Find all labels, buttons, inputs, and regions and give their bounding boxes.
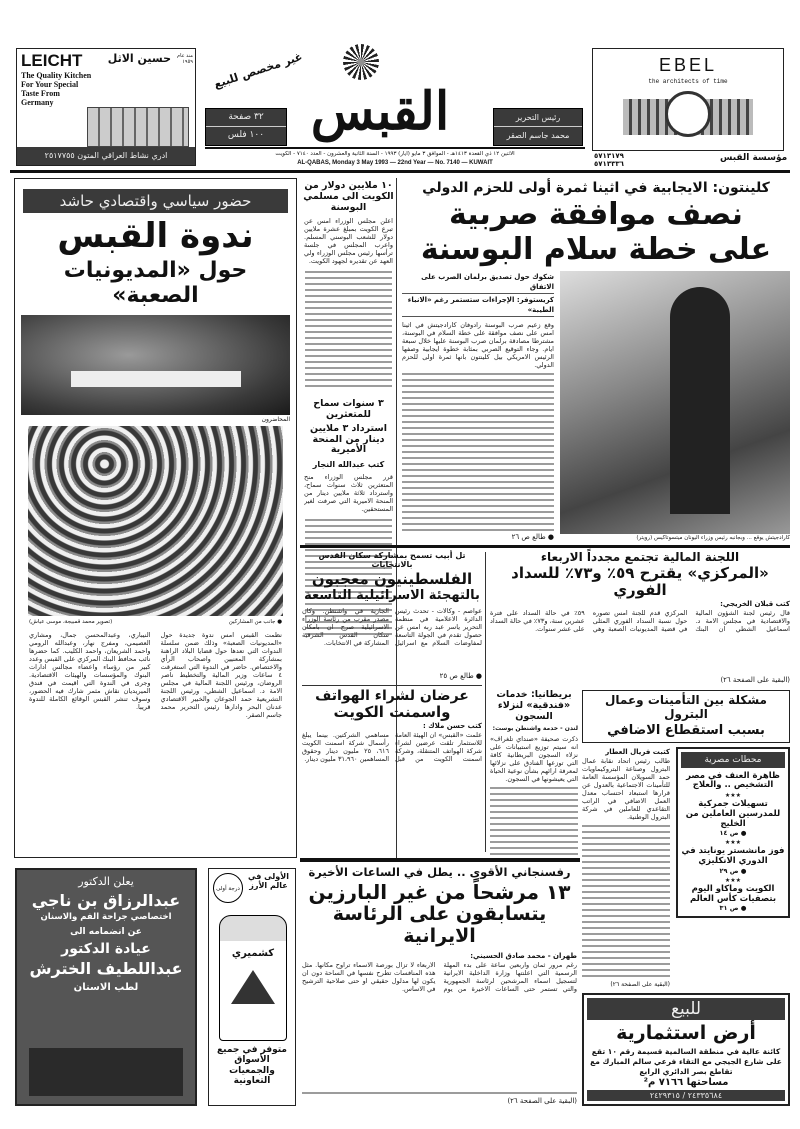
ebel-phone: ٥٧١٣٣٣٦ [594,160,624,168]
signing-photo-caption: كارادجيتش يوقع ... وبجانبه رئيس وزراء اليونان ميتسوتاكيس (رويتر) [636,535,790,541]
sidebar-title: محطات مصرية [681,752,785,768]
rice-tagline: الأولى في عالم الأرز [248,872,289,891]
petroleum-headline-box [582,690,790,743]
audience-photo [28,426,283,616]
body-text-lines [582,823,670,979]
kuwait-bosnia-headline: ١٠ ملايين دولار من الكويت الى مسلمي البوسنة [303,180,394,213]
section-rule [300,858,580,862]
clinic-doctor-name: عبداللطيف الخترش [29,959,183,979]
price: ١٠٠ فلس [206,126,286,144]
finance-kicker: اللجنة المالية تجتمع مجدداً الاربعاء [540,550,740,564]
not-for-sale-label: غير مخصص للبيع [212,50,304,91]
grace-period-body: قرر مجلس الوزراء منح المتعثرين ثلاث سنوات سماح، واسترداد ثلاثة ملايين دينار من المنحة الاميرية التي صرفت لغير المستحقين. [304,472,393,513]
telecom-body: علمت «القبس» ان الهيئة العامة للاستثمار تلقت عرضين لشراء شركة الهواتف المتنقلة، وشركة اسمنت الكويت من قبل مساهمي الشركتين. بينما يبلغ رأسمال شركة اسمنت الكويت ٦١٦، ٢٥ مليون دينار وحقوق المساهمين ٣١،٩٦٠ مليون دينار. [302,730,482,763]
editor-box [493,108,583,146]
audience-caption-left: (تصوير محمد قمبيجة، موسى عياش) [29,618,113,625]
sidebar-item-ref: ● ص ١٤ [719,829,747,838]
dentist-specialty: اختصاصي جراحة الفم والاسنان [40,912,172,923]
body-text-lines [490,785,578,856]
telecom-byline: كتب حسن ملاك : [423,721,482,730]
rice-bag [219,915,287,1041]
grace-period-headline: ٣ سنوات سماح للمتعثرين [313,397,384,420]
section-rule [300,545,790,548]
finance-byline: كتب قبلان الخريجي: [720,600,790,609]
panel-table [71,371,241,387]
petroleum-body: طالب رئيس اتحاد نقابة عمال البترول وصناعة البتروكيماويات حمد السويلان المؤسسة العامة للتأمينات الاجتماعية بالعدول عن قرارها استبعاد احتساب معدل العمل الاضافي في الراتب التقاعدي للعاملين في شركة البترول الوطنية. [582,756,670,821]
sale-phone[interactable]: ٢٤٣٣٥٦٨٤ / ٢٤٢٩٣١٥ [587,1090,785,1101]
ebel-tagline: the architects of time [648,78,728,85]
iran-dateline: طهران - محمد صادق الحسيني: [470,951,577,960]
kuwait-bosnia-body: اعلن مجلس الوزراء امس عن تبرع الكويت بمبلغ عشرة ملايين دولار للشعب البوسني المسلم. واعرب المجلس في جلسة ترأسها رئيس مجلس الوزراء ولي العهد عن تقديره لجهود الكويت. [304,216,393,265]
leicht-tagline: Taste From [21,89,60,98]
leicht-brand: LEICHT [21,51,83,70]
clinic-specialty: لطب الاسنان [73,981,139,993]
body-text-lines [402,371,554,532]
sidebar-item[interactable]: الكويت وماكاو اليوم بتصفيات كأس العالم [689,883,777,904]
telecom-headline: عرضان لشراء الهواتف [302,685,482,704]
seminar-headline: ندوة القبس [57,216,254,256]
palestine-continued: ● طالع ص ٢٥ [439,671,482,680]
masthead-bottom-rule [10,170,790,173]
sidebar-separator: ★★★ [724,792,742,800]
watch-face [665,91,711,137]
leicht-arabic-brand: حسين الاثل [107,52,171,65]
dentist-name: عبدالرزاق بن ناجي [31,890,181,910]
standing-figure [670,287,730,514]
uk-body: ذكرت صحيفة «صنداي تلغراف» انه سيتم توزيع استبيانات على نزلاء السجون البريطانية كافة التي توزعها الفنادق على نزلائها لمعرفة ارائهم بشأن نوعية الحياة التي يعيشونها في السجون. [490,734,578,783]
bosnia-story [402,180,790,542]
finance-continued: (البقية على الصفحة ٢٦) [720,676,790,684]
leicht-since: منذ عام ١٩٥٩ [176,53,193,65]
editor-label: رئيس التحرير [515,113,561,122]
palestine-headline: الفلسطينيون معجبون [311,570,473,589]
audience-caption-right: ● جانب من المشاركين [228,618,282,625]
uk-headline-2: «فندقية» لنزلاء السجون [497,699,571,722]
iran-headline-2: يتسابقون على الرئاسة الايرانية [332,903,547,948]
ebel-dealer: مؤسسة القبس [720,153,788,163]
rice-ad [208,868,296,1106]
palestine-telecom-column [302,551,482,853]
iran-headline: ١٣ مرشحاً من غير البارزين [308,880,571,905]
iran-story [302,866,577,1106]
bosnia-body: وقع زعيم صرب البوسنة رادوفان كارادجيتش في اثينا امس على نصف موافقة على خطة السلام في البوسنة، مشترطا مصادقة برلمان صرب البوسنة عليها خلال سبعة ايام. وجاء التوقيع الصربي بمثابة خطوة ايجابية وصفها الرئيس الامريكي بيل كلينتون بانها ثمرة اولى للحزم الدولي. [402,321,554,370]
seminar-body-left: النيباري، وعبدالمحسن جمال، ومشاري العصيمي، ومفرج نهار، وعبدالله الرومي واحمد الشريعان، واحمد الكليب. كما حضرها نائب محافظ البنك المركزي على القبس وعدد كبير من رؤساء واعضاء مجالس ادارات البنوك والمؤسسات والهيئات الاقتصادية. وجرى في الندوة التي اقيمت في فندق الميريديان نقاش مثمر شارك فيه الحضور، وسوف تنشر القبس الوقائع الكاملة للندوة قريبا. [29,630,151,711]
kitchen-image [87,107,189,147]
sidebar-separator: ★★★ [724,839,742,847]
sidebar-item[interactable]: ظاهرة العنف في مصر التشخيص .. والعلاج [686,770,780,791]
palestine-body: عواصم - وكالات - تحدث رئيس الدائرة الاعلامية في منظمة التحرير ياسر عبد ربه امس عن حصول تقدم في الجولة التاسعة لمفاوضات السلام مع اسرائيل الجارية في واشنطن. وكان مصدر مقرب من رئاسة الوزراء الاسرائيلية صرح ان بامكان سكان القدس الشرقية المشاركة في الانتخابات. [302,606,482,647]
sidebar-item-ref: ● ص ٣١ [719,904,747,913]
petroleum-headline-2: بسبب استقطاع الاضافي [607,722,765,738]
logo-emblem [343,44,379,80]
right-lower-column [582,690,790,1106]
pages-count: ٣٢ صفحة [228,112,264,122]
ebel-brand: EBEL [658,55,718,75]
ebel-ad [592,48,784,151]
dentist-joining: عن انضمامه الى [70,926,142,937]
iran-kicker: رفسنجاني الأقوى .. يطل في الساعات الأخيرة [308,865,571,879]
clinic-label: عيادة الدكتور [61,941,151,958]
finance-headline: «المركزي» يقترح ٥٩٪ و٧٣٪ للسداد الفوري [511,563,769,600]
dentist-announces: يعلن الدكتور [78,875,134,888]
narrow-byline: كتب عبدالله النجار [312,460,385,470]
seminar-kicker: حضور سياسي واقتصادي حاشد [23,189,288,213]
seminar-story [14,178,297,858]
iran-continued: (البقية على الصفحة ٢٦) [507,1097,577,1105]
bosnia-bullet: كريستوفر: الإجراءات ستستمر رغم «الانباء الطيبة» [402,294,554,317]
rice-availability: متوفر في جميع الأسواق والجمعيات التعاونية [217,1045,287,1087]
uk-dateline: لندن - خدمة واشنطن بوست: [492,724,578,732]
leicht-tagline: For Your Special [21,80,79,89]
finance-body: قال رئيس لجنة الشؤون المالية والاقتصادية في مجلس الامة د. اسماعيل الشطي ان البنك المركزي قدم للجنة امس تصوره حول نسبة السداد الفوري المثلى في قضية المديونيات الصعبة وهي ٥٩٪ في حالة السداد على فترة عشرين سنة، و٧٣٪ في حالة السداد على عشر سنوات. [490,609,790,634]
seminar-body-right: نظمت القبس امس ندوة جديدة حول «المديونيات الصعبة» وذلك ضمن سلسلة الندوات التي تعدها حول قضايا البلاد الراهنة بمشاركة المعنيين واصحاب الرأي والاختصاص. حاضر في الندوة التي استغرقت ٤ ساعات وزير المالية والتخطيط ناصر الروضان، ورئيس اللجنة المالية في مجلس الامة د. اسماعيل الشطي، ورئيس اللجنة التشريعية حمد الجوعان والخبير الاقتصادي عدنان البحر وادارها رئيس التحرير محمد جاسم الصقر. [160,630,282,719]
sidebar-item-ref: ● ص ٢٩ [719,866,747,875]
petroleum-continued: (البقية على الصفحة ٢٦) [610,980,670,988]
bosnia-kicker: كلينتون: الايجابية في اثينا ثمرة أولى للحزم الدولي [422,180,770,196]
sale-description: كائنة عالية في منطقة السالمية قسيمة رقم ١٠ تقع على شارع الجيجي مع التقاء فرعي سالم المبارك مع تقاطع بصر الدائري الرابع [590,1046,782,1076]
sidebar-item[interactable]: تسهيلات جمركية للمدرسين العاملين من الخليج [685,799,781,829]
masthead-rule [205,147,585,149]
egypt-sidebar [676,747,790,919]
date-english: AL-QABAS, Monday 3 May 1993 — 22nd Year — No. 7140 — KUWAIT [297,160,493,166]
finance-story [490,551,790,685]
grant-headline: استرداد ٣ ملايين دينار من المنحة الأميرية [310,422,387,456]
bosnia-continued: ● طالع ص ٢٦ [511,533,554,541]
petroleum-byline: كتبت فريال العطار [605,747,670,756]
dentist-ad [15,868,197,1106]
bosnia-headline: نصف موافقة صربية [449,197,743,233]
speakers-photo-caption: المحاضرون [261,415,290,423]
uk-headline: بريطانيا: خدمات [496,689,572,700]
sidebar-item[interactable]: فوز مانشستر يونايتد في الدوري الانكليزي [681,846,785,867]
sale-title: للبيع [587,998,785,1020]
leicht-tagline: The Quality Kitchen [21,71,92,80]
date-arabic: الاثنين ١٢ ذي القعدة ١٤١٣هـ - الموافق ٣ مايو (ايار) ١٩٩٣ - السنة الثانية والعشرون - العدد ٧١٤٠ - الكويت [275,151,515,157]
leicht-tagline: Germany [21,98,54,107]
mountain-icon [231,970,275,1004]
body-text-lines [305,269,392,389]
newspaper-logo: القبس [310,81,450,142]
land-sale-ad [582,993,790,1106]
column-divider [485,552,486,852]
rice-brand: كشميري [231,948,275,959]
petroleum-headline: مشكلة بين التأمينات وعمال البترول [605,693,767,721]
speakers-photo [21,315,290,415]
sale-headline: أرض استثمارية [616,1021,756,1044]
ebel-phone: ٥٧١٣١٧٩ [594,152,624,160]
seminar-headline-2: حول «المديونيات الصعبة» [63,258,248,309]
rice-badge: درجة أولى [213,873,243,903]
sale-area: مساحتها ٧١٦٦ م² [643,1076,729,1088]
leicht-ad [16,48,196,166]
editor-name: محمد جاسم الصقر [494,126,582,144]
palestine-headline-2: بالتهجئة الاسرائيلية التاسعة [304,587,480,603]
telecom-headline-2: واسمنت الكويت [333,702,451,721]
bosnia-headline-2: على خطة سلام البوسنة [420,231,772,267]
uk-story [490,690,578,856]
body-text-lines [302,1090,577,1096]
dentist-address-block [29,1048,183,1096]
sidebar-separator: ★★★ [724,876,742,884]
price-box [205,108,287,146]
iran-body: رغم مرور ثمان واربعين ساعة على بدء المهلة الرسمية التي اعلنتها وزارة الداخلية الايرانية لتسجيل اسماء المرشحين لرئاسة الجمهورية والتي تستمر حتى الساعات الاخيرة من يوم الاربعاء لا تزال بورصة الاسماء تراوح مكانها. مثل هذه المنافسات تطرح نفسها في الساحة دون ان يكون لها مدلول حقيقي او حتى صلاحية الترشيح في الاساس. [302,960,577,993]
bosnia-bullet: شكوك حول تصديق برلمان الصرب على الاتفاق [402,271,554,294]
palestine-kicker: تل أبيب تسمح بمشاركة سكان القدس بالانتخابات [318,551,466,570]
signing-photo [560,271,790,534]
leicht-footer: ادري نشاط العراقي المتون ٢٥١٧٧٥٥ [17,147,195,165]
